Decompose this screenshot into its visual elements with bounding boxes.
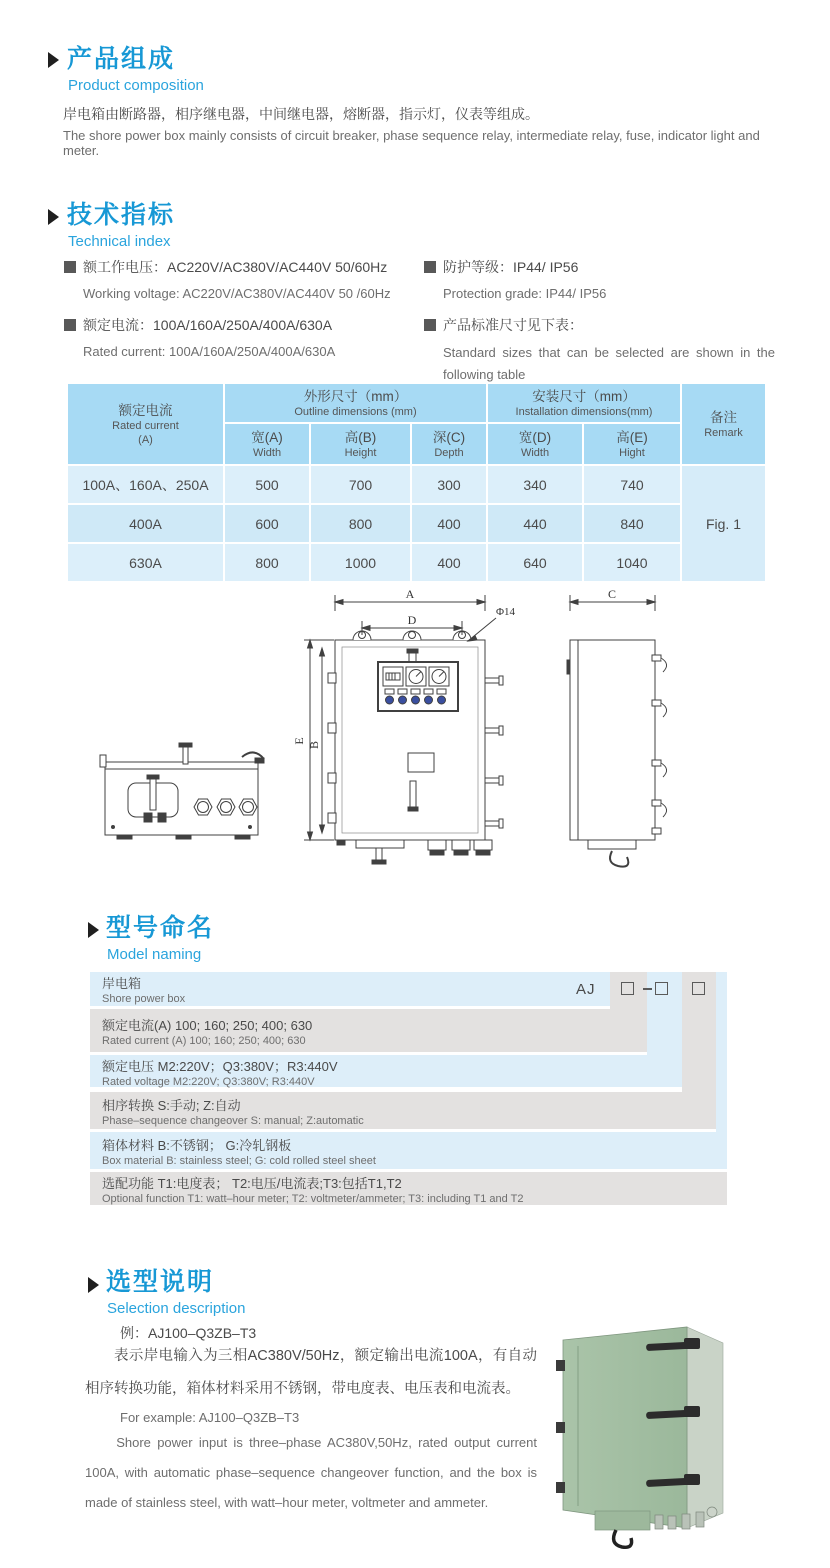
selection-example-cn: 例：AJ100–Q3ZB–T3 (120, 1325, 257, 1341)
naming-title-cn: 型号命名 (106, 914, 215, 942)
spec-en-text: Protection grade: IP44/ IP56 (443, 286, 607, 301)
drawing-side-view (567, 587, 667, 867)
svg-text:A: A (405, 587, 415, 601)
col-group-install: 安装尺寸（mm） Installation dimensions(mm) (488, 384, 680, 422)
spec-cn-text: 防护等级：IP44/ IP56 (443, 259, 579, 275)
spec-en-text: Working voltage: AC220V/AC380V/AC440V 50 /60Hz (83, 286, 391, 301)
drawing-front-view (292, 587, 516, 864)
svg-text:B: B (307, 740, 321, 750)
table-row (68, 544, 765, 581)
svg-text:D: D (407, 613, 417, 627)
spec-en-text: Rated current: 100A/160A/250A/400A/630A (83, 344, 336, 359)
spec-en-text: Standard sizes that can be selected are shown in the following table (443, 345, 775, 382)
square-bullet-icon (424, 319, 436, 331)
naming-row-product: 岸电箱 Shore power box (90, 972, 610, 1006)
spec-working-voltage (64, 257, 424, 304)
naming-row-current: 额定电流(A) 100; 160; 250; 400; 630 Rated current (A) 100; 160; 250; 400; 630 (90, 1009, 647, 1052)
col-group-outline: 外形尺寸（mm） Outline dimensions (mm) (225, 384, 486, 422)
cell-install-width: 340 (488, 466, 582, 503)
col-header-depth-c: 深(C) Depth (412, 424, 486, 464)
cell-width: 600 (225, 505, 309, 542)
drawing-bottom-view (100, 743, 264, 839)
code-dash (643, 988, 652, 990)
code-box-1 (621, 982, 634, 995)
selection-para-en: Shore power input is three–phase AC380V,50Hz, rated output current 100A, with automatic phase–sequence changeover function, and the box is made of stainless steel, with watt–hour meter, voltmeter and ammeter. (85, 1435, 537, 1510)
product-photo (550, 1300, 815, 1565)
naming-row-optional: 选配功能 T1:电度表； T2:电压/电流表;T3:包括T1,T2 Optional function T1: watt–hour meter; T2: voltmeter/ammeter; T3: including T1 and T2 (90, 1172, 727, 1205)
code-box-2 (655, 982, 668, 995)
col-header-width-a: 宽(A) Width (225, 424, 309, 464)
cell-depth: 400 (412, 505, 486, 542)
code-box-3 (692, 982, 705, 995)
cell-install-width: 440 (488, 505, 582, 542)
selection-example-en: For example: AJ100–Q3ZB–T3 (120, 1410, 300, 1425)
composition-title-en: Product composition (68, 77, 204, 94)
cell-depth: 300 (412, 466, 486, 503)
cell-install-height: 840 (584, 505, 680, 542)
cell-height: 800 (311, 505, 410, 542)
svg-text:C: C (607, 587, 617, 601)
col-header-rated-current: 额定电流 Rated current (A) (68, 384, 223, 464)
col-header-remark: 备注 Remark (682, 384, 765, 464)
spec-column-left (64, 257, 424, 373)
cell-depth: 400 (412, 544, 486, 581)
square-bullet-icon (424, 261, 436, 273)
spec-cn-text: 额工作电压：AC220V/AC380V/AC440V 50/60Hz (83, 259, 388, 275)
technical-title-en: Technical index (68, 233, 171, 250)
model-naming-diagram (90, 972, 727, 1205)
cell-install-height: 1040 (584, 544, 680, 581)
naming-row-voltage: 额定电压 M2:220V；Q3:380V；R3:440V Rated voltage M2:220V; Q3:380V; R3:440V (90, 1055, 682, 1087)
selection-title-cn: 选型说明 (106, 1268, 215, 1296)
code-prefix: AJ (576, 981, 596, 998)
col-header-height-e: 高(E) Hight (584, 424, 680, 464)
section-arrow-icon (48, 52, 59, 68)
selection-para-cn: 表示岸电输入为三相AC380V/50Hz，额定输出电流100A，有自动相序转换功能，箱体材料采用不锈钢，带电度表、电压表和电流表。 (85, 1348, 537, 1397)
naming-row-material: 箱体材料 B:不锈钢； G:冷轧钢板 Box material B: stainless steel; G: cold rolled steel sheet (90, 1132, 727, 1169)
table-row (68, 466, 765, 503)
square-bullet-icon (64, 319, 76, 331)
section-arrow-icon (88, 922, 99, 938)
cell-width: 800 (225, 544, 309, 581)
cell-height: 1000 (311, 544, 410, 581)
cell-current: 100A、160A、250A (68, 466, 223, 503)
square-bullet-icon (64, 261, 76, 273)
composition-title-cn: 产品组成 (67, 45, 176, 73)
svg-text:Φ14: Φ14 (496, 606, 516, 618)
cell-install-width: 640 (488, 544, 582, 581)
spec-standard-sizes (424, 315, 775, 386)
size-table (66, 382, 767, 583)
spec-rated-current (64, 315, 424, 362)
col-header-height-b: 高(B) Height (311, 424, 410, 464)
spec-protection-grade (424, 257, 769, 304)
spec-cn-text: 额定电流：100A/160A/250A/400A/630A (83, 317, 333, 333)
technical-drawing (60, 585, 780, 885)
composition-body-en: The shore power box mainly consists of circuit breaker, phase sequence relay, intermediate relay, fuse, indicator light and meter. (63, 128, 760, 158)
svg-text:E: E (292, 737, 306, 745)
spec-column-right (424, 257, 775, 397)
technical-title-cn: 技术指标 (67, 201, 176, 229)
section-arrow-icon (88, 1277, 99, 1293)
cell-remark: Fig. 1 (682, 466, 765, 581)
col-header-width-d: 宽(D) Width (488, 424, 582, 464)
cell-current: 400A (68, 505, 223, 542)
cell-width: 500 (225, 466, 309, 503)
table-row (68, 505, 765, 542)
cell-install-height: 740 (584, 466, 680, 503)
spec-cn-text: 产品标准尺寸见下表： (443, 317, 583, 333)
selection-title-en: Selection description (107, 1300, 246, 1317)
cell-current: 630A (68, 544, 223, 581)
naming-title-en: Model naming (107, 946, 202, 963)
section-arrow-icon (48, 209, 59, 225)
cell-height: 700 (311, 466, 410, 503)
composition-body-cn: 岸电箱由断路器，相序继电器，中间继电器，熔断器，指示灯，仪表等组成。 (63, 106, 539, 122)
naming-row-phase: 相序转换 S:手动; Z:自动 Phase–sequence changeover S: manual; Z:automatic (90, 1092, 716, 1129)
